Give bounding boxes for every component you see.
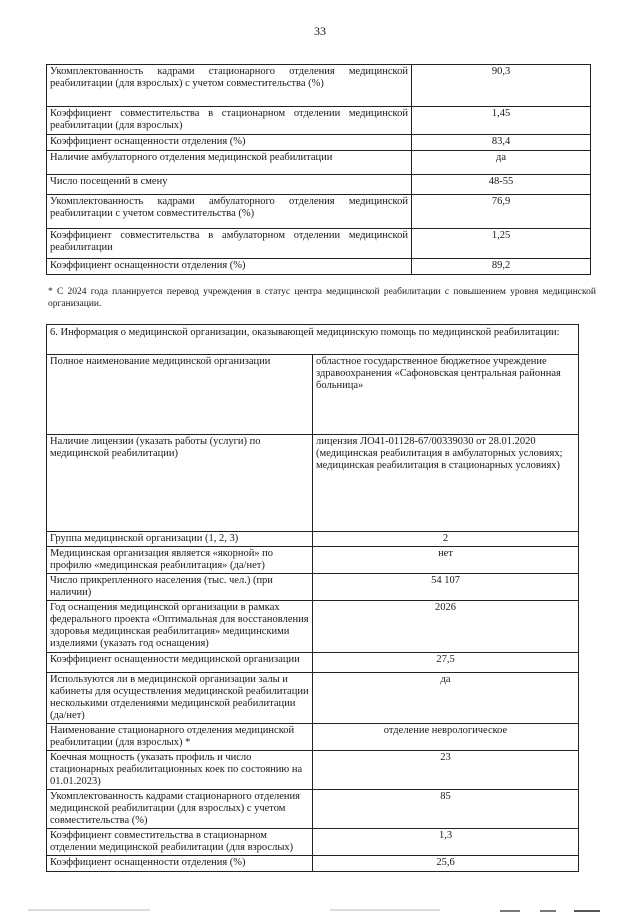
row-label: Укомплектованность кадрами амбулаторного отделения медицинской реабилитации с учетом совместительства (%) xyxy=(47,195,412,229)
row-label: Наименование стационарного отделения медицинской реабилитации (для взрослых) * xyxy=(47,724,313,751)
row-value: 23 xyxy=(313,751,579,790)
table-row xyxy=(47,790,579,829)
row-value: да xyxy=(313,673,579,724)
row-value: 1,3 xyxy=(313,829,579,856)
row-value: 25,6 xyxy=(313,856,579,872)
row-label: Коэффициент оснащенности отделения (%) xyxy=(47,135,412,151)
table-row xyxy=(47,107,591,135)
row-label: Наличие лицензии (указать работы (услуги) по медицинской реабилитации) xyxy=(47,435,313,532)
page-number: 33 xyxy=(314,24,326,38)
row-label: Коэффициент оснащенности отделения (%) xyxy=(47,259,412,275)
row-value: областное государственное бюджетное учреждение здравоохранения «Сафоновская центральная районная больница» xyxy=(313,355,579,435)
row-value: да xyxy=(412,151,591,175)
table-row xyxy=(47,135,591,151)
table-row xyxy=(47,829,579,856)
table-row xyxy=(47,151,591,175)
row-label: Коэффициент совместительства в стационарном отделении медицинской реабилитации (для взрослых) xyxy=(47,107,412,135)
table-row xyxy=(47,724,579,751)
row-value: 2026 xyxy=(313,601,579,653)
footnote: * С 2024 года планируется перевод учреждения в статус центра медицинской реабилитации с повышением уровня медицинской организации. xyxy=(48,287,596,309)
row-label: Коэффициент оснащенности отделения (%) xyxy=(47,856,313,872)
row-label: Коечная мощность (указать профиль и число стационарных реабилитационных коек по состоянию на 01.01.2023) xyxy=(47,751,313,790)
section-title: 6. Информация о медицинской организации, оказывающей медицинскую помощь по медицинской реабилитации: xyxy=(47,325,579,355)
row-value: 89,2 xyxy=(412,259,591,275)
table-row xyxy=(47,574,579,601)
row-value: 2 xyxy=(313,532,579,547)
staffing-indicators-table xyxy=(46,64,591,275)
row-label: Полное наименование медицинской организации xyxy=(47,355,313,435)
row-label: Число посещений в смену xyxy=(47,175,412,195)
row-value: нет xyxy=(313,547,579,574)
row-value: 48-55 xyxy=(412,175,591,195)
row-label: Группа медицинской организации (1, 2, 3) xyxy=(47,532,313,547)
row-label: Используются ли в медицинской организации залы и кабинеты для осуществления медицинской реабилитации несколькими отделениями медицинской реабилитации (да/нет) xyxy=(47,673,313,724)
section-header-row xyxy=(47,325,579,355)
table-row xyxy=(47,175,591,195)
row-label: Коэффициент совместительства в стационарном отделении медицинской реабилитации (для взрослых) xyxy=(47,829,313,856)
row-value: 83,4 xyxy=(412,135,591,151)
table-row xyxy=(47,601,579,653)
table-row xyxy=(47,435,579,532)
row-label: Год оснащения медицинской организации в рамках федерального проекта «Оптимальная для восстановления здоровья медицинская реабилитация» медицинскими изделиями (указать год оснащения) xyxy=(47,601,313,653)
table-row xyxy=(47,355,579,435)
row-value: 1,25 xyxy=(412,229,591,259)
row-label: Коэффициент оснащенности медицинской организации xyxy=(47,653,313,673)
medical-organization-info-table xyxy=(46,324,579,872)
row-value: 90,3 xyxy=(412,65,591,107)
row-value: 1,45 xyxy=(412,107,591,135)
table-row xyxy=(47,259,591,275)
row-label: Укомплектованность кадрами стационарного отделения медицинской реабилитации (для взрослых) с учетом совместительства (%) xyxy=(47,790,313,829)
row-value: отделение неврологическое xyxy=(313,724,579,751)
table-row xyxy=(47,65,591,107)
row-value: лицензия ЛО41-01128-67/00339030 от 28.01.2020 (медицинская реабилитация в амбулаторных условиях; медицинская реабилитация в стационарных условиях) xyxy=(313,435,579,532)
scan-artifact-marks xyxy=(0,902,640,916)
row-label: Коэффициент совместительства в амбулаторном отделении медицинской реабилитации xyxy=(47,229,412,259)
row-value: 54 107 xyxy=(313,574,579,601)
row-label: Число прикрепленного населения (тыс. чел.) (при наличии) xyxy=(47,574,313,601)
row-label: Медицинская организация является «якорной» по профилю «медицинская реабилитация» (да/нет) xyxy=(47,547,313,574)
table-row xyxy=(47,751,579,790)
row-value: 76,9 xyxy=(412,195,591,229)
table-row xyxy=(47,653,579,673)
table-row xyxy=(47,229,591,259)
table-row xyxy=(47,532,579,547)
row-value: 85 xyxy=(313,790,579,829)
row-value: 27,5 xyxy=(313,653,579,673)
row-label: Наличие амбулаторного отделения медицинской реабилитации xyxy=(47,151,412,175)
table-row xyxy=(47,547,579,574)
table-row xyxy=(47,673,579,724)
row-label: Укомплектованность кадрами стационарного отделения медицинской реабилитации (для взрослых) с учетом совместительства (%) xyxy=(47,65,412,107)
table-row xyxy=(47,195,591,229)
table-row xyxy=(47,856,579,872)
